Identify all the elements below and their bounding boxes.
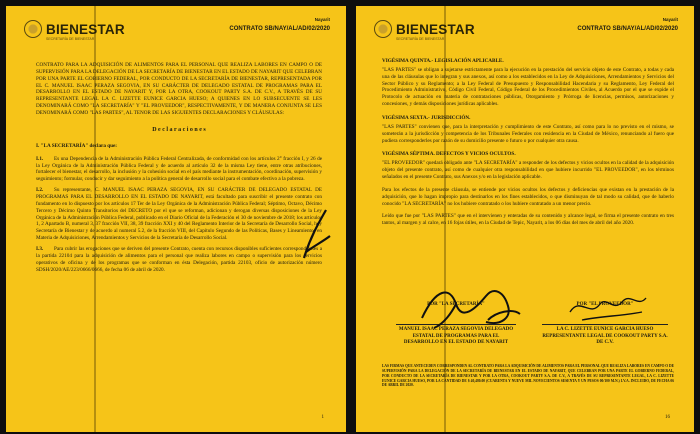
section-text: Para los efectos de la presente cláusula, se entiende por vicios ocultos los defectos y deficiencias que existan en la prestación de la adquisición, que lo hagan impropio para destinarlos en los fines establecidos, o que disminuyan de tal modo su calidad, que de haberlo conocido "LA SECRETARÍA" no los hubiere contratado o los hubiere contratado a un menor precio.: [382, 186, 674, 207]
section-title: VIGÉSIMA SEXTA.- JURISDICCIÓN.: [382, 115, 471, 122]
section-title: VIGÉSIMA SÉPTIMA. DEFECTOS Y VICIOS OCULTOS.: [382, 151, 516, 158]
bienestar-logo: [24, 20, 125, 38]
clause-text: Su representante, C. MANUEL ISAAC PERAZA SEGOVIA, EN SU CARÁCTER DE DELEGADO ESTATAL DE PROGRAMAS PARA EL DESARROLLO EN EL ESTADO DE NAYARIT, está facultado para suscribir el presente contrato con fundamento en lo dispuesto por los artículos 17 Ter de la Ley Orgánica de la Administración Pública Federal; Séptimo, Octavo, Décimo Tercero y Décimo Quinto Transitorios del DECRETO por el que se reforman, adicionan y derogan diversas disposiciones de la Ley Orgánica de la Administración Pública Federal, publicado en el Diario Oficial de la Federación el 30 de noviembre de 2018; los artículos 1, 2 Apartado B, numeral 3, 37 fracción VII, 38, 39 fracción XXI y 40 del Reglamento Interior de la Secretaría de Desarrollo Social, hoy Secretaría de Bienestar y de acuerdo al numeral 5.2, de la fracción VIII, del Capítulo Segundo de las Políticas, Bases y Lineamientos en Materia de Adquisiciones, Arrendamientos y Servicios de la Secretaría de Desarrollo Social.: [36, 187, 322, 242]
clause-number: I.3.: [36, 245, 44, 252]
state-label: Nayarit: [662, 17, 678, 22]
document-page-1: [6, 6, 346, 432]
clause-item: [36, 156, 322, 183]
bienestar-logo: [374, 20, 475, 38]
signatory-name: LA C. LIZETTE EUNICE GARCIA HUESO REPRESENTANTE LEGAL DE COOKOUT PARTY S.A. DE C.V.: [542, 324, 668, 346]
signatory-name: MANUEL ISAAC PERAZA SEGOVIA DELEGADO ESTATAL DE PROGRAMAS PARA EL DESARROLLO EN EL ESTADO DE NAYARIT: [396, 324, 516, 346]
section-text: "LAS PARTES" convienen que, para la interpretación y cumplimiento de este Contrato, así como para lo no previsto en el mismo, se someterán a la jurisdicción y competencia de los Tribunales Federales con residencia en la Ciudad de México, renunciando al fuero que pudiera corresponderles por razón de su domicilio presente o futuro o por cualquier otra causa.: [382, 123, 674, 144]
page-number: 16: [665, 415, 670, 420]
seal-icon: [24, 20, 42, 38]
contract-number: CONTRATO SB/NAY/AL/AD/02/2020: [577, 26, 678, 32]
section-heading: D e c l a r a c i o n e s: [152, 126, 206, 133]
clause-item: [36, 246, 322, 273]
section-text: Leído que fue por "LAS PARTES" que en el intervienen y enteradas de su contenido y alcance legal, se firma el presente contrato en tres tantos, al margen y al calce, en 16 fojas útiles, en la Ciudad de Tepic, Nayarit, a los 06 días del mes de abril del año 2020.: [382, 213, 674, 227]
page-header: [374, 17, 680, 46]
brand-subtitle: SECRETARÍA DE BIENESTAR: [396, 37, 445, 41]
signature-block-secretaria: [396, 302, 516, 346]
state-label: Nayarit: [314, 17, 330, 22]
seal-icon: [374, 20, 392, 38]
brand-name: BIENESTAR: [46, 21, 125, 37]
signature-label: POR "EL PROVEEDOR": [576, 302, 634, 307]
section-text: "EL PROVEEDOR" quedará obligado ante "LA SECRETARÍA" a responder de los defectos y vicios ocultos en la calidad de la adquisición objeto del presente contrato, así como de cualquier otra responsabilidad en que hubiere incurrido "EL PROVEEDOR", en los términos señalados en el presente Contrato, sus Anexos y/o en la legislación aplicable.: [382, 160, 674, 181]
section-title: VIGÉSIMA QUINTA.- LEGISLACIÓN APLICABLE.: [382, 58, 504, 64]
clause-text: Para cubrir las erogaciones que se deriven del presente Contrato, cuenta con recursos disponibles suficientes correspondientes a la partida 22104 para la adquisición de alimentos para el personal que realiza labores en campo o supervisión para los servicios operativos de oficina y de los programas que se conforman en ésta Delegación, partida 22103, oficio de autorización número SDSH/2020/AE/223/0666/0666, de fecha 06 de abril de 2020.: [36, 245, 322, 273]
clause-number: I.1.: [36, 155, 44, 162]
page-body: [36, 62, 322, 277]
clause-item: [36, 187, 322, 242]
signature-label: POR "LA SECRETARÍA": [427, 302, 485, 307]
page-number: 1: [321, 415, 324, 420]
clause-number: I.2.: [36, 187, 44, 194]
section-text: "LAS PARTES" se obligan a sujetarse estrictamente para la ejecución en la prestación del servicio objeto de este Contrato, a todas y cada una de las cláusulas que lo integran y sus anexos, así como a los establecidos en la Ley de Adquisiciones, Arrendamientos y Servicios del Sector Público y su Reglamento; a la Ley Federal de Presupuesto y Responsabilidad Hacendaria y su Reglamento, Ley Federal del Procedimiento Administrativo, Código Civil Federal, Código Federal de los Procedimientos Civiles, al Acuerdo por el que se expide el Protocolo de actuación en materia de contrataciones públicas, Otorgamiento y Prórroga de licencias, permisos, autorizaciones y concesiones, y demás disposiciones jurídicas aplicables.: [382, 66, 674, 108]
document-page-16: [356, 6, 694, 432]
signature-block-proveedor: [542, 302, 668, 346]
section-subheading: I. "LA SECRETARÍA" declara que:: [36, 142, 118, 149]
clause-text: Es una Dependencia de la Administración Pública Federal Centralizada, de conformidad con los artículos 2° fracción I, y 26 de la Ley Orgánica de la Administración Pública Federal y de acuerdo al artículo 32 de la misma Ley tiene, entre otras atribuciones, fortalecer el bienestar, el desarrollo, la inclusión y la cohesión social en el país mediante la instrumentación, coordinación, supervisión y seguimiento; formular, conducir y dar seguimiento a la política general de desarrollo social para el combate efectivo a la pobreza.: [36, 155, 322, 183]
contract-number: CONTRATO SB/NAY/AL/AD/02/2020: [229, 26, 330, 32]
signature-footer-note: LAS FIRMAS QUE ANTECEDEN CORRESPONDEN AL CONTRATO PARA LA ADQUISICIÓN DE ALIMENTOS PARA EL PERSONAL QUE REALIZA LABORES EN CAMPO O DE SUPERVISIÓN PARA LA DELEGACIÓN DE LA SECRETARÍA DE BIENESTAR EN EL ESTADO DE NAYARIT, QUE CELEBRAN POR UNA PARTE EL GOBIERNO FEDERAL, POR CONDUCTO DE LA SECRETARÍA DE BIENESTAR Y POR LA OTRA, COOKOUT PARTY S.A. DE C.V., A TRAVÉS DE SU REPRESENTANTE LEGAL, LA C. LIZETTE EUNICE GARCIA HUESO, POR LA CANTIDAD DE $ 40,480.00 (CUARENTA Y NUEVE MIL NOVECIENTOS SESENTA Y UN PESOS 00/100 M.N.) I.V.A. INCLUIDO, DE FECHA 06 DE ABRIL DE 2020.: [382, 364, 674, 388]
page-header: [24, 17, 332, 46]
brand-subtitle: SECRETARÍA DE BIENESTAR: [46, 37, 95, 41]
brand-name: BIENESTAR: [396, 21, 475, 37]
contract-intro: CONTRATO PARA LA ADQUISICIÓN DE ALIMENTOS PARA EL PERSONAL QUE REALIZA LABORES EN CAMPO O DE SUPERVISIÓN PARA LA DELEGACIÓN DE LA SECRETARÍA DE BIENESTAR EN EL ESTADO DE NAYARIT QUE CELEBRAN POR UNA PARTE EL GOBIERNO FEDERAL, POR CONDUCTO DE LA SECRETARÍA DE BIENESTAR, REPRESENTADA POR EL C. MANUEL ISAAC PERAZA SEGOVIA, EN SU CARÁCTER DE DELEGADO ESTATAL DE PROGRAMAS PARA EL DESARROLLO EN EL ESTADO DE NAYARIT Y, POR LA OTRA, COOKOUT PARTY S.A. DE C.V., A TRAVÉS DE SU REPRESENTANTE LEGAL LA C. LIZETTE EUNICE GARCIA HUESO; A QUIENES EN LO SUBSECUENTE SE LES DENOMINARÁ COMO "LA SECRETARÍA" Y "EL PROVEEDOR", RESPECTIVAMENTE, Y DE MANERA CONJUNTA SE LES DENOMINARÁ COMO "LAS PARTES", AL TENOR DE LAS SIGUIENTES DECLARACIONES Y CLÁUSULAS:: [36, 62, 323, 117]
page-body: [382, 58, 674, 231]
